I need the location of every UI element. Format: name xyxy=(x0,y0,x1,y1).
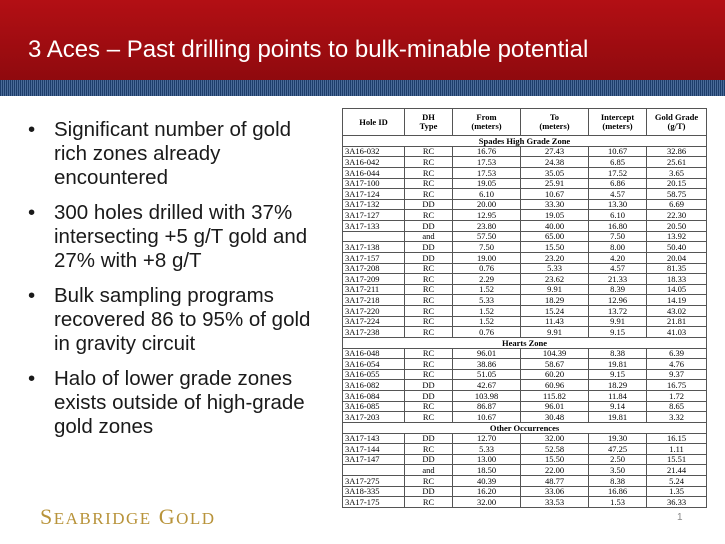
table-cell: 4.57 xyxy=(589,189,647,200)
table-cell: 10.67 xyxy=(589,146,647,157)
drilling-results-table xyxy=(342,108,707,508)
table-cell: RC xyxy=(405,274,453,285)
table-cell: 25.91 xyxy=(521,178,589,189)
column-header-line: Gold Grade xyxy=(654,112,699,122)
table-row xyxy=(343,295,707,306)
table-cell: 35.05 xyxy=(521,167,589,178)
table-cell: 1.11 xyxy=(647,444,707,455)
section-row xyxy=(343,422,707,433)
table-cell: 3A16-042 xyxy=(343,157,405,168)
table-cell: 20.04 xyxy=(647,252,707,263)
table-cell: 0.76 xyxy=(453,327,521,338)
table-cell: 1.52 xyxy=(453,306,521,317)
table-cell: 6.85 xyxy=(589,157,647,168)
table-cell: 9.91 xyxy=(589,316,647,327)
section-row xyxy=(343,136,707,147)
table-cell: RC xyxy=(405,189,453,200)
table-cell: 4.57 xyxy=(589,263,647,274)
table-cell: 9.15 xyxy=(589,327,647,338)
table-cell: 52.58 xyxy=(521,444,589,455)
table-cell: 23.62 xyxy=(521,274,589,285)
table-row xyxy=(343,146,707,157)
table-row xyxy=(343,497,707,508)
table-row xyxy=(343,252,707,263)
bullet-item xyxy=(24,118,329,190)
table-cell: 9.91 xyxy=(521,327,589,338)
table-cell: 16.75 xyxy=(647,380,707,391)
bullet-item xyxy=(24,367,329,439)
table-cell: 3A17-132 xyxy=(343,199,405,210)
table-cell: 115.82 xyxy=(521,391,589,402)
table-cell: 81.35 xyxy=(647,263,707,274)
table-cell: 58.75 xyxy=(647,189,707,200)
table-cell: RC xyxy=(405,178,453,189)
table-cell: 3A17-218 xyxy=(343,295,405,306)
table-cell: RC xyxy=(405,497,453,508)
table-cell: 8.00 xyxy=(589,242,647,253)
table-cell: 8.65 xyxy=(647,401,707,412)
table-row xyxy=(343,369,707,380)
table-row xyxy=(343,444,707,455)
table-row xyxy=(343,210,707,221)
table-cell: 43.02 xyxy=(647,306,707,317)
table-cell: 3A16-048 xyxy=(343,348,405,359)
table-cell: 32.00 xyxy=(453,497,521,508)
table-cell: 3A17-133 xyxy=(343,221,405,232)
table-cell: 1.52 xyxy=(453,316,521,327)
table-cell: 27.43 xyxy=(521,146,589,157)
table-cell: RC xyxy=(405,263,453,274)
table-row xyxy=(343,486,707,497)
table-cell: 22.00 xyxy=(521,465,589,476)
table-cell: 19.81 xyxy=(589,412,647,423)
table-cell: 18.50 xyxy=(453,465,521,476)
table-cell: DD xyxy=(405,199,453,210)
bullet-item xyxy=(24,284,329,356)
table-row xyxy=(343,231,707,242)
table-cell: 19.00 xyxy=(453,252,521,263)
table-cell: 86.87 xyxy=(453,401,521,412)
decorative-stripe xyxy=(0,80,725,96)
table-cell: DD xyxy=(405,433,453,444)
column-header-line: Intercept xyxy=(600,112,635,122)
table-cell: 21.33 xyxy=(589,274,647,285)
table-cell: DD xyxy=(405,486,453,497)
table-row xyxy=(343,157,707,168)
table-cell xyxy=(343,465,405,476)
table-cell: 19.05 xyxy=(521,210,589,221)
table-cell: 32.86 xyxy=(647,146,707,157)
table-cell: 13.72 xyxy=(589,306,647,317)
table-cell: 0.76 xyxy=(453,263,521,274)
table-cell: and xyxy=(405,465,453,476)
page-number: 1 xyxy=(677,512,683,523)
table-row xyxy=(343,348,707,359)
table-cell: 21.81 xyxy=(647,316,707,327)
table-cell: RC xyxy=(405,316,453,327)
table-row xyxy=(343,274,707,285)
slide-title: 3 Aces – Past drilling points to bulk-minable potential xyxy=(28,36,589,63)
table-cell: 12.70 xyxy=(453,433,521,444)
table-cell: 9.14 xyxy=(589,401,647,412)
table-row xyxy=(343,412,707,423)
table-cell: 1.52 xyxy=(453,284,521,295)
table-cell: 3A17-275 xyxy=(343,476,405,487)
bullet-icon: • xyxy=(28,201,36,224)
table-cell: 58.67 xyxy=(521,359,589,370)
table-row xyxy=(343,380,707,391)
table-cell: DD xyxy=(405,242,453,253)
table-row xyxy=(343,476,707,487)
table-cell: 14.19 xyxy=(647,295,707,306)
table-cell: 15.50 xyxy=(521,454,589,465)
title-bar xyxy=(0,0,725,80)
table-cell: 14.05 xyxy=(647,284,707,295)
table-cell: RC xyxy=(405,157,453,168)
table-cell: 96.01 xyxy=(453,348,521,359)
table-cell: RC xyxy=(405,210,453,221)
table-cell: 3.50 xyxy=(589,465,647,476)
table-cell: 103.98 xyxy=(453,391,521,402)
table-cell: RC xyxy=(405,348,453,359)
table-cell: 3A17-175 xyxy=(343,497,405,508)
table-cell: 3A16-044 xyxy=(343,167,405,178)
column-header-line: DH xyxy=(422,112,435,122)
table-cell: RC xyxy=(405,444,453,455)
table-cell: 20.00 xyxy=(453,199,521,210)
table-cell: 15.50 xyxy=(521,242,589,253)
table-cell: 33.30 xyxy=(521,199,589,210)
table-cell: 9.91 xyxy=(521,284,589,295)
table-cell: 23.80 xyxy=(453,221,521,232)
table-cell: 17.52 xyxy=(589,167,647,178)
column-header-line: Hole ID xyxy=(359,116,388,127)
table-cell: RC xyxy=(405,412,453,423)
column-header-line: (meters) xyxy=(602,121,633,131)
table-cell: 1.35 xyxy=(647,486,707,497)
column-header-line: To xyxy=(549,112,560,122)
table-cell: 19.05 xyxy=(453,178,521,189)
table-cell: DD xyxy=(405,391,453,402)
table-cell: 15.24 xyxy=(521,306,589,317)
table-cell: 5.24 xyxy=(647,476,707,487)
table-cell: 5.33 xyxy=(521,263,589,274)
bullet-icon: • xyxy=(28,118,36,141)
table-cell: 16.20 xyxy=(453,486,521,497)
table-cell: 6.10 xyxy=(589,210,647,221)
table-cell: 19.81 xyxy=(589,359,647,370)
table-cell: 104.39 xyxy=(521,348,589,359)
table-row xyxy=(343,454,707,465)
table-cell: 13.92 xyxy=(647,231,707,242)
table-cell: RC xyxy=(405,401,453,412)
table-cell: RC xyxy=(405,295,453,306)
table-cell: 3A17-144 xyxy=(343,444,405,455)
table-cell: 3A17-211 xyxy=(343,284,405,295)
table-cell: 3A17-124 xyxy=(343,189,405,200)
table-cell: 3.32 xyxy=(647,412,707,423)
bullet-text: Bulk sampling programs recovered 86 to 95% of gold in gravity circuit xyxy=(54,284,311,355)
table-cell: 10.67 xyxy=(521,189,589,200)
table-cell: 5.33 xyxy=(453,295,521,306)
table-cell: 3A17-238 xyxy=(343,327,405,338)
bullet-icon: • xyxy=(28,284,36,307)
column-header-line: (meters) xyxy=(539,121,570,131)
section-title: Spades High Grade Zone xyxy=(343,136,707,147)
table-cell: 3A16-082 xyxy=(343,380,405,391)
column-header xyxy=(343,109,405,136)
table-cell: 20.50 xyxy=(647,221,707,232)
column-header-line: From xyxy=(476,112,497,122)
table-row xyxy=(343,465,707,476)
table-cell: RC xyxy=(405,284,453,295)
bullet-text: Significant number of gold rich zones already encountered xyxy=(54,118,292,189)
table-row xyxy=(343,189,707,200)
svg-text:SEABRIDGE GOLD: SEABRIDGE GOLD xyxy=(40,504,216,529)
table-cell: 33.53 xyxy=(521,497,589,508)
table-row xyxy=(343,306,707,317)
table-cell: 33.06 xyxy=(521,486,589,497)
table-cell: 8.38 xyxy=(589,348,647,359)
table-cell: DD xyxy=(405,221,453,232)
table-cell: 50.40 xyxy=(647,242,707,253)
table-cell: 3A16-032 xyxy=(343,146,405,157)
table-cell: 6.69 xyxy=(647,199,707,210)
table-row xyxy=(343,327,707,338)
table-cell: 3A17-220 xyxy=(343,306,405,317)
table-cell: 7.50 xyxy=(589,231,647,242)
table-cell: 3A17-203 xyxy=(343,412,405,423)
table-cell xyxy=(343,231,405,242)
table-cell: 17.53 xyxy=(453,167,521,178)
bullet-text: 300 holes drilled with 37% intersecting +5 g/T gold and 27% with +8 g/T xyxy=(54,201,308,272)
table-cell: 13.00 xyxy=(453,454,521,465)
table-row xyxy=(343,167,707,178)
section-title: Other Occurrences xyxy=(343,422,707,433)
table-cell: 3A17-157 xyxy=(343,252,405,263)
table-row xyxy=(343,359,707,370)
table-cell: 12.95 xyxy=(453,210,521,221)
table-cell: 8.38 xyxy=(589,476,647,487)
table-cell: 3A17-127 xyxy=(343,210,405,221)
table-row xyxy=(343,178,707,189)
table-cell: 16.80 xyxy=(589,221,647,232)
table-cell: 16.76 xyxy=(453,146,521,157)
table-cell: 18.33 xyxy=(647,274,707,285)
table-cell: DD xyxy=(405,380,453,391)
table-cell: 6.10 xyxy=(453,189,521,200)
column-header-line: (g/T) xyxy=(667,121,686,131)
table-cell: 2.29 xyxy=(453,274,521,285)
table-body xyxy=(343,136,707,508)
table-cell: 1.53 xyxy=(589,497,647,508)
table-cell: 24.38 xyxy=(521,157,589,168)
table-cell: 7.50 xyxy=(453,242,521,253)
table-cell: 96.01 xyxy=(521,401,589,412)
table-cell: 13.30 xyxy=(589,199,647,210)
table-cell: 8.39 xyxy=(589,284,647,295)
column-header xyxy=(647,109,707,136)
column-header xyxy=(589,109,647,136)
bullet-text: Halo of lower grade zones exists outside of high-grade gold zones xyxy=(54,367,305,438)
table-cell: 40.39 xyxy=(453,476,521,487)
company-logo xyxy=(40,504,230,536)
table-cell: 3A16-054 xyxy=(343,359,405,370)
table-cell: RC xyxy=(405,476,453,487)
table-cell: 1.72 xyxy=(647,391,707,402)
section-title: Hearts Zone xyxy=(343,337,707,348)
section-row xyxy=(343,337,707,348)
table-cell: 4.76 xyxy=(647,359,707,370)
column-header-line: (meters) xyxy=(471,121,502,131)
table-cell: 65.00 xyxy=(521,231,589,242)
table-cell: and xyxy=(405,231,453,242)
table-cell: 2.50 xyxy=(589,454,647,465)
table-row xyxy=(343,433,707,444)
column-header xyxy=(453,109,521,136)
table-cell: DD xyxy=(405,252,453,263)
table-cell: 48.77 xyxy=(521,476,589,487)
table-cell: 12.96 xyxy=(589,295,647,306)
table-cell: 9.15 xyxy=(589,369,647,380)
table-cell: 3A17-100 xyxy=(343,178,405,189)
table-row xyxy=(343,199,707,210)
table-cell: 20.15 xyxy=(647,178,707,189)
table-cell: 11.84 xyxy=(589,391,647,402)
table-row xyxy=(343,284,707,295)
table-row xyxy=(343,263,707,274)
table-cell: 10.67 xyxy=(453,412,521,423)
table-header-row xyxy=(343,109,707,136)
table-cell: RC xyxy=(405,167,453,178)
logo-wordmark xyxy=(40,504,230,530)
table-row xyxy=(343,401,707,412)
table-row xyxy=(343,316,707,327)
table-cell: 57.50 xyxy=(453,231,521,242)
table-cell: 3A17-224 xyxy=(343,316,405,327)
table-cell: DD xyxy=(405,454,453,465)
table-cell: RC xyxy=(405,146,453,157)
table-cell: 40.00 xyxy=(521,221,589,232)
table-cell: 3A17-208 xyxy=(343,263,405,274)
table-cell: 60.96 xyxy=(521,380,589,391)
table-cell: 3A18-335 xyxy=(343,486,405,497)
table-cell: 3A16-085 xyxy=(343,401,405,412)
table-cell: RC xyxy=(405,327,453,338)
table-row xyxy=(343,391,707,402)
bullet-icon: • xyxy=(28,367,36,390)
table-cell: RC xyxy=(405,306,453,317)
table-cell: 18.29 xyxy=(589,380,647,391)
table-cell: 38.86 xyxy=(453,359,521,370)
table-cell: 19.30 xyxy=(589,433,647,444)
table-cell: 3.65 xyxy=(647,167,707,178)
table-cell: 25.61 xyxy=(647,157,707,168)
column-header-line: Type xyxy=(419,121,438,131)
table-cell: 51.05 xyxy=(453,369,521,380)
table-cell: 3A16-055 xyxy=(343,369,405,380)
bullet-list xyxy=(24,118,329,450)
table-row xyxy=(343,242,707,253)
table-cell: 9.37 xyxy=(647,369,707,380)
table-cell: 11.43 xyxy=(521,316,589,327)
table-cell: 3A16-084 xyxy=(343,391,405,402)
table-cell: 36.33 xyxy=(647,497,707,508)
table-cell: 3A17-143 xyxy=(343,433,405,444)
table-cell: 3A17-209 xyxy=(343,274,405,285)
table-cell: 6.39 xyxy=(647,348,707,359)
table-cell: 18.29 xyxy=(521,295,589,306)
table-cell: 42.67 xyxy=(453,380,521,391)
table-cell: 15.51 xyxy=(647,454,707,465)
table-cell: 3A17-147 xyxy=(343,454,405,465)
table-cell: 6.86 xyxy=(589,178,647,189)
column-header xyxy=(521,109,589,136)
table-cell: 4.20 xyxy=(589,252,647,263)
table-cell: 5.33 xyxy=(453,444,521,455)
table-cell: 16.15 xyxy=(647,433,707,444)
table-cell: RC xyxy=(405,359,453,370)
table-cell: 21.44 xyxy=(647,465,707,476)
column-header xyxy=(405,109,453,136)
table-cell: 60.20 xyxy=(521,369,589,380)
table-cell: 17.53 xyxy=(453,157,521,168)
table-cell: 22.30 xyxy=(647,210,707,221)
table-cell: 41.03 xyxy=(647,327,707,338)
table-cell: RC xyxy=(405,369,453,380)
bullet-item xyxy=(24,201,329,273)
table-row xyxy=(343,221,707,232)
table-cell: 47.25 xyxy=(589,444,647,455)
table-cell: 30.48 xyxy=(521,412,589,423)
table-cell: 23.20 xyxy=(521,252,589,263)
table-cell: 16.86 xyxy=(589,486,647,497)
table-cell: 3A17-138 xyxy=(343,242,405,253)
table-cell: 32.00 xyxy=(521,433,589,444)
